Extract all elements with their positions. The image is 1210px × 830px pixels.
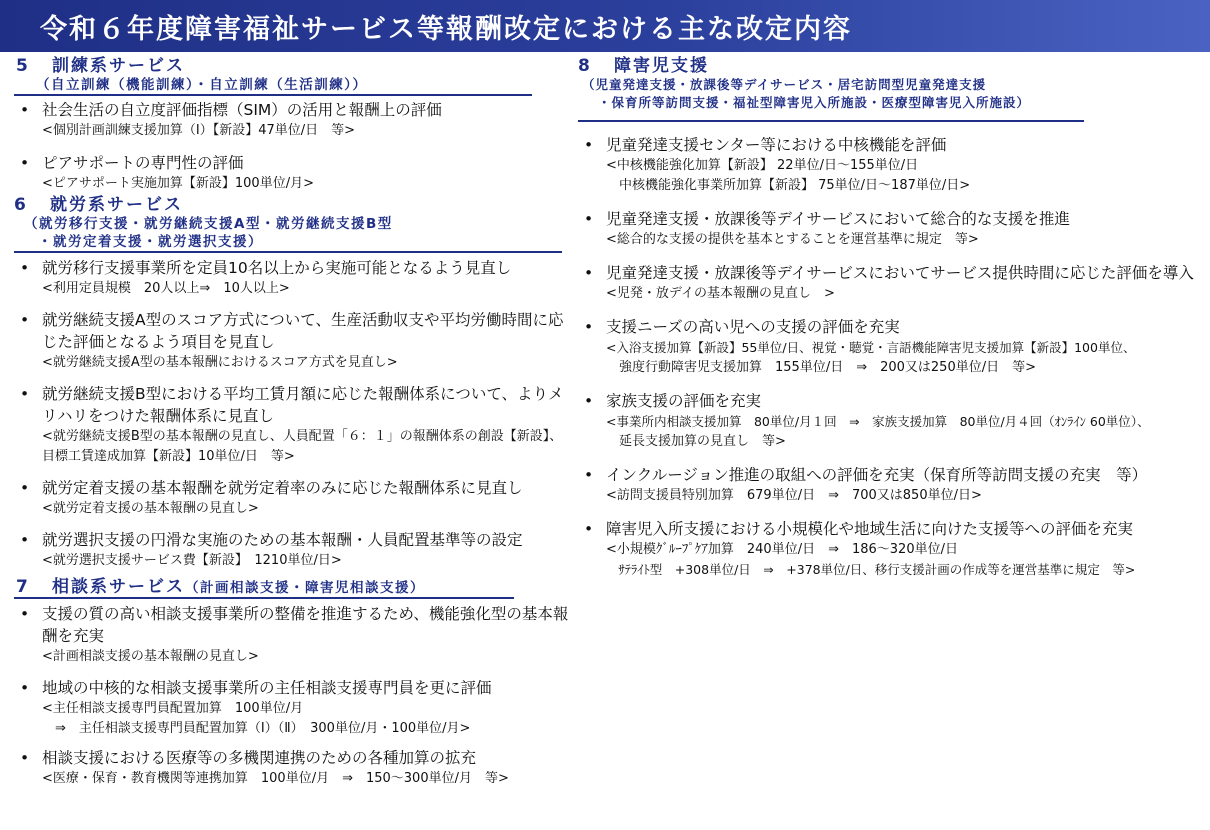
item-note: ⇒ 主任相談支援専門員配置加算（Ⅰ）（Ⅱ） 300単位/月・100単位/月>: [42, 721, 471, 736]
item-text: 支援の質の高い相談支援事業所の整備を推進するため、機能強化型の基本報酬を充実: [42, 605, 569, 645]
title-banner: [0, 0, 1210, 52]
item-note: 中核機能強化事業所加算【新設】 75単位/日～187単位/日>: [606, 178, 971, 193]
bullet: •: [20, 679, 30, 697]
item-note: <個別計画訓練支援加算（Ⅰ）【新設】47単位/日 等>: [42, 123, 356, 138]
section-subtitle: ・就労定着支援・就労選択支援）: [38, 234, 263, 250]
item-note: <ピアサポート実施加算【新設】100単位/月>: [42, 176, 314, 191]
section-title: 障害児支援: [614, 56, 709, 76]
list-item: [578, 518, 1208, 580]
item-note: ｻﾃﾗｲﾄ型 +308単位/日 ⇒ +378単位/日、移行支援計画の作成等を運営基準に規定 等>: [606, 562, 1136, 577]
section-number: 7: [16, 577, 30, 597]
bullet: •: [584, 264, 594, 282]
item-note: <小規模ｸﾞﾙｰﾌﾟｹｱ加算 240単位/日 ⇒ 186～320単位/日: [606, 542, 958, 557]
item-text: 就労継続支援A型のスコア方式について、生産活動収支や平均労働時間に応じた評価となるよう項目を見直し: [42, 311, 564, 351]
list-item: [14, 257, 574, 299]
bullet: •: [584, 136, 594, 154]
section-title: 就労系サービス: [50, 195, 183, 215]
item-text: 家族支援の評価を充実: [606, 392, 762, 410]
list-item: [14, 383, 574, 467]
list-item: [14, 99, 574, 141]
list-item: [14, 477, 574, 519]
section-8: [578, 56, 1208, 580]
item-note: <計画相談支援の基本報酬の見直し>: [42, 649, 259, 664]
section-subtitle: （児童発達支援・放課後等デイサービス・居宅訪問型児童発達支援: [582, 77, 987, 92]
left-column: [14, 56, 574, 789]
item-note: <入浴支援加算【新設】55単位/日、視覚・聴覚・言語機能障害児支援加算【新設】100単位、: [606, 340, 1136, 355]
item-text: 地域の中核的な相談支援事業所の主任相談支援専門員を更に評価: [42, 679, 492, 697]
section-7: [14, 577, 574, 789]
list-item: [578, 390, 1208, 452]
item-note: 延長支援加算の見直し 等>: [606, 434, 786, 449]
item-text: 児童発達支援センター等における中核機能を評価: [606, 136, 947, 154]
item-text: 相談支援における医療等の多機関連携のための各種加算の拡充: [42, 749, 477, 767]
section-number: 8: [578, 56, 592, 76]
item-note: <中核機能強化加算【新設】 22単位/日～155単位/日: [606, 158, 919, 173]
item-text: インクルージョン推進の取組への評価を充実（保育所等訪問支援の充実 等）: [606, 466, 1148, 484]
bullet: •: [584, 318, 594, 336]
bullet: •: [584, 210, 594, 228]
bullet: •: [20, 311, 30, 329]
list-item: [14, 529, 574, 571]
section-5: [14, 56, 574, 194]
section-number: 6: [14, 195, 28, 215]
list-item: [14, 603, 574, 667]
section-number: 5: [16, 56, 30, 76]
bullet: •: [20, 101, 30, 119]
item-note: <総合的な支援の提供を基本とすることを運営基準に規定 等>: [606, 232, 979, 247]
item-text: 就労移行支援事業所を定員10名以上から実施可能となるよう見直し: [42, 259, 512, 277]
item-text: 児童発達支援・放課後等デイサービスにおいて総合的な支援を推進: [606, 210, 1070, 228]
bullet: •: [20, 531, 30, 549]
item-note: <事業所内相談支援加算 80単位/月１回 ⇒ 家族支援加算 80単位/月４回（ｵﾝﾗｲﾝ 60単位）、: [606, 414, 1150, 429]
item-note: <就労選択支援サービス費【新設】 1210単位/日>: [42, 553, 342, 568]
item-note: <児発・放デイの基本報酬の見直し >: [606, 286, 835, 301]
item-text: 児童発達支援・放課後等デイサービスにおいてサービス提供時間に応じた評価を導入: [606, 264, 1194, 282]
list-item: [578, 208, 1208, 250]
section-subtitle: ・保育所等訪問支援・福祉型障害児入所施設・医療型障害児入所施設）: [598, 95, 1031, 110]
bullet: •: [584, 466, 594, 484]
item-text: ピアサポートの専門性の評価: [42, 154, 244, 172]
item-text: 就労選択支援の円滑な実施のための基本報酬・人員配置基準等の設定: [42, 531, 523, 549]
section-subtitle: （自立訓練（機能訓練）・自立訓練（生活訓練））: [36, 77, 368, 93]
item-note: <利用定員規模 20人以上⇒ 10人以上>: [42, 281, 290, 296]
item-note: 強度行動障害児支援加算 155単位/日 ⇒ 200又は250単位/日 等>: [606, 360, 1036, 375]
list-item: [14, 152, 574, 194]
item-text: 支援ニーズの高い児への支援の評価を充実: [606, 318, 900, 336]
bullet: •: [20, 259, 30, 277]
section-title: 訓練系サービス: [52, 56, 185, 76]
list-item: [14, 677, 574, 739]
page-title: 令和６年度障害福祉サービス等報酬改定における主な改定内容: [40, 14, 852, 45]
section-subtitle: （計画相談支援・障害児相談支援）: [185, 580, 425, 596]
item-note: <医療・保育・教育機関等連携加算 100単位/月 ⇒ 150～300単位/月 等>: [42, 771, 509, 786]
item-note: <就労継続支援B型の基本報酬の見直し、人員配置「６：１」の報酬体系の創設【新設】、目標工賃達成加算【新設】10単位/日 等>: [42, 429, 563, 464]
list-item: [578, 464, 1208, 506]
item-text: 就労継続支援B型における平均工賃月額に応じた報酬体系について、よりメリハリをつけた報酬体系に見直し: [42, 385, 564, 425]
bullet: •: [584, 392, 594, 410]
list-item: [14, 309, 574, 373]
item-text: 就労定着支援の基本報酬を就労定着率のみに応じた報酬体系に見直し: [42, 479, 523, 497]
bullet: •: [20, 479, 30, 497]
bullet: •: [20, 605, 30, 623]
section-subtitle: （就労移行支援・就労継続支援A型・就労継続支援B型: [24, 216, 393, 232]
list-item: [578, 262, 1208, 304]
bullet: •: [20, 749, 30, 767]
list-item: [578, 316, 1208, 378]
bullet: •: [20, 385, 30, 403]
item-note: <訪問支援員特別加算 679単位/日 ⇒ 700又は850単位/日>: [606, 488, 982, 503]
item-note: <主任相談支援専門員配置加算 100単位/月: [42, 701, 304, 716]
right-column: [578, 56, 1208, 580]
item-note: <就労継続支援A型の基本報酬におけるスコア方式を見直し>: [42, 355, 398, 370]
list-item: [14, 747, 574, 789]
item-text: 社会生活の自立度評価指標（SIM）の活用と報酬上の評価: [42, 101, 442, 119]
item-note: <就労定着支援の基本報酬の見直し>: [42, 501, 259, 516]
item-text: 障害児入所支援における小規模化や地域生活に向けた支援等への評価を充実: [606, 520, 1134, 538]
section-6: [14, 195, 574, 571]
section-title: 相談系サービス: [52, 577, 185, 597]
list-item: [578, 134, 1208, 196]
bullet: •: [20, 154, 30, 172]
bullet: •: [584, 520, 594, 538]
